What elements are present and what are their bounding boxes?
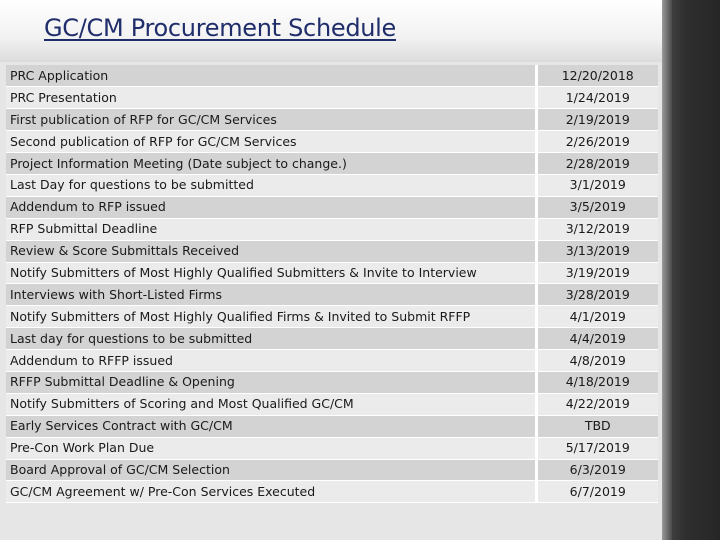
schedule-row <box>6 415 658 437</box>
task-cell: Early Services Contract with GC/CM <box>6 415 536 437</box>
task-cell: Last Day for questions to be submitted <box>6 174 536 196</box>
date-cell: 4/8/2019 <box>536 350 658 372</box>
date-cell: 3/12/2019 <box>536 218 658 240</box>
date-cell: 6/7/2019 <box>536 481 658 503</box>
date-cell: 1/24/2019 <box>536 87 658 109</box>
task-cell: RFFP Submittal Deadline & Opening <box>6 371 536 393</box>
schedule-table-body <box>6 65 658 503</box>
task-cell: Review & Score Submittals Received <box>6 240 536 262</box>
schedule-row <box>6 109 658 131</box>
date-cell: 4/1/2019 <box>536 306 658 328</box>
schedule-row <box>6 218 658 240</box>
task-cell: Notify Submitters of Most Highly Qualified Firms & Invited to Submit RFFP <box>6 306 536 328</box>
schedule-row <box>6 174 658 196</box>
date-cell: 3/28/2019 <box>536 284 658 306</box>
schedule-row <box>6 481 658 503</box>
task-cell: Pre-Con Work Plan Due <box>6 437 536 459</box>
page-title: GC/CM Procurement Schedule <box>44 14 397 42</box>
schedule-row <box>6 65 658 87</box>
schedule-row <box>6 87 658 109</box>
date-cell: 3/5/2019 <box>536 196 658 218</box>
schedule-row <box>6 284 658 306</box>
date-cell: 12/20/2018 <box>536 65 658 87</box>
date-cell: 4/18/2019 <box>536 371 658 393</box>
title-bar <box>0 0 662 62</box>
schedule-row <box>6 459 658 481</box>
schedule-row <box>6 437 658 459</box>
schedule-row <box>6 262 658 284</box>
schedule-row <box>6 153 658 175</box>
schedule-row <box>6 131 658 153</box>
date-cell: 6/3/2019 <box>536 459 658 481</box>
task-cell: Addendum to RFFP issued <box>6 350 536 372</box>
date-cell: 2/28/2019 <box>536 153 658 175</box>
date-cell: 3/13/2019 <box>536 240 658 262</box>
task-cell: First publication of RFP for GC/CM Services <box>6 109 536 131</box>
task-cell: Notify Submitters of Most Highly Qualified Submitters & Invite to Interview <box>6 262 536 284</box>
right-decorative-band <box>662 0 720 540</box>
task-cell: Interviews with Short-Listed Firms <box>6 284 536 306</box>
task-cell: RFP Submittal Deadline <box>6 218 536 240</box>
schedule-row <box>6 240 658 262</box>
date-cell: TBD <box>536 415 658 437</box>
task-cell: Second publication of RFP for GC/CM Services <box>6 131 536 153</box>
date-cell: 5/17/2019 <box>536 437 658 459</box>
schedule-row <box>6 306 658 328</box>
date-cell: 2/19/2019 <box>536 109 658 131</box>
task-cell: Board Approval of GC/CM Selection <box>6 459 536 481</box>
task-cell: PRC Presentation <box>6 87 536 109</box>
date-cell: 4/4/2019 <box>536 328 658 350</box>
task-cell: Last day for questions to be submitted <box>6 328 536 350</box>
schedule-row <box>6 328 658 350</box>
schedule-table <box>6 65 658 503</box>
date-cell: 3/1/2019 <box>536 174 658 196</box>
date-cell: 3/19/2019 <box>536 262 658 284</box>
schedule-row <box>6 393 658 415</box>
task-cell: Notify Submitters of Scoring and Most Qualified GC/CM <box>6 393 536 415</box>
task-cell: Project Information Meeting (Date subject to change.) <box>6 153 536 175</box>
task-cell: GC/CM Agreement w/ Pre-Con Services Executed <box>6 481 536 503</box>
schedule-row <box>6 350 658 372</box>
date-cell: 4/22/2019 <box>536 393 658 415</box>
task-cell: PRC Application <box>6 65 536 87</box>
schedule-row <box>6 371 658 393</box>
date-cell: 2/26/2019 <box>536 131 658 153</box>
task-cell: Addendum to RFP issued <box>6 196 536 218</box>
schedule-row <box>6 196 658 218</box>
